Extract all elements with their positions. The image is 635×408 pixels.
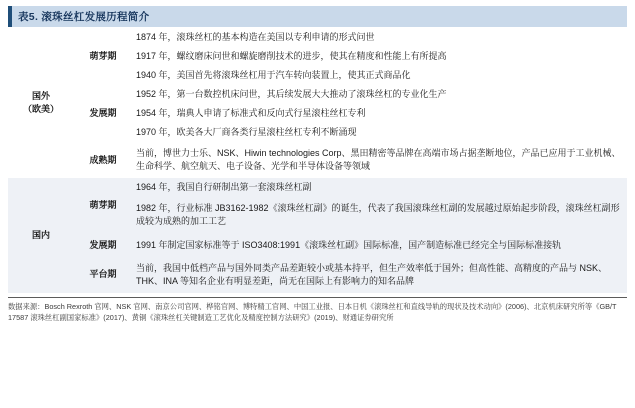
table-row	[8, 178, 627, 197]
cell-overseas-mature-1: 当前，博世力士乐、NSK、Hiwin technologies Corp、黑田精密等品牌在高端市场占据垄断地位，产品已应用于工业机械、生命科学、航空航天、电子设备、光学和半导体设备等领域	[136, 148, 621, 172]
group-label-domestic-text: 国内	[31, 229, 50, 240]
group-label-line2: （欧美）	[22, 104, 59, 115]
table-row	[8, 257, 627, 293]
table-row	[8, 142, 627, 178]
cell-domestic-sprout-2: 1982 年，行业标准 JB3162-1982《滚珠丝杠副》的诞生，代表了我国滚珠丝杠副的发展越过原始起步阶段，滚珠丝杠副形成较为成熟的加工工艺	[132, 197, 627, 233]
stage-label-overseas-mature: 成熟期	[89, 154, 117, 165]
source-note-text: Bosch Rexroth 官网、NSK 官网、南京公司官网、桦铭官网、博特精工官网、中国工业报、日本日机《滚珠丝杠和直线导轨的现状及技术动向》(2006)、北京机床研究所等《GB/T 17587 滚珠丝杠副国家标准》(2017)、黄铜《滚珠丝杠关键制造工艺优化及精度控制方法研究》(2019)、财通证券研究所	[8, 301, 617, 323]
cell-overseas-sprout-2: 1917 年，螺纹磨床问世和螺旋磨削技术的进步，使其在精度和性能上有所提高	[136, 51, 447, 62]
source-note	[8, 297, 627, 324]
group-label-overseas	[8, 28, 74, 178]
cell-overseas-sprout-1: 1874 年，滚珠丝杠的基本构造在美国以专利申请的形式问世	[136, 32, 375, 42]
cell-domestic-plateau-1: 当前，我国中低档产品与国外同类产品差距较小或基本持平，但生产效率低于国外；但高性能、高精度的产品与 NSK、THK、INA 等知名企业有明显差距，尚无在国际上有影响力的知名品牌	[132, 257, 627, 293]
table-row	[8, 85, 627, 104]
cell-overseas-growth-3: 1970 年，欧美各大厂商各类行星滚柱丝杠专利不断涌现	[136, 127, 357, 138]
cell-overseas-growth-2: 1954 年，瑞典人申请了标准式和反向式行星滚柱丝杠专利	[136, 108, 366, 119]
cell-domestic-growth-1: 1991 年制定国家标准等于 ISO3408:1991《滚珠丝杠副》国际标准，国产制造标准已经完全与国际标准接轨	[132, 234, 627, 257]
table-row	[8, 234, 627, 257]
group-label-domestic	[8, 178, 74, 292]
table-title: 表5. 滚珠丝杠发展历程简介	[8, 6, 627, 27]
cell-overseas-sprout-3: 1940 年，美国首先将滚珠丝杠用于汽车转向装置上，使其正式商品化	[136, 70, 411, 81]
stage-label-overseas-growth: 发展期	[89, 108, 117, 119]
group-label-line1: 国外	[31, 91, 50, 102]
stage-label-overseas-sprout: 萌芽期	[89, 51, 117, 62]
cell-domestic-sprout-1: 1964 年，我国自行研制出第一套滚珠丝杠副	[132, 178, 627, 197]
stage-label-domestic-growth: 发展期	[74, 234, 132, 257]
stage-label-domestic-sprout: 萌芽期	[74, 178, 132, 233]
table-row	[8, 28, 627, 47]
source-note-prefix: 数据来源：	[8, 301, 45, 311]
history-table	[8, 28, 627, 293]
stage-label-domestic-plateau: 平台期	[74, 257, 132, 293]
cell-overseas-growth-1: 1952 年，第一台数控机床问世，其后续发展大大推动了滚珠丝杠的专业化生产	[136, 89, 447, 100]
